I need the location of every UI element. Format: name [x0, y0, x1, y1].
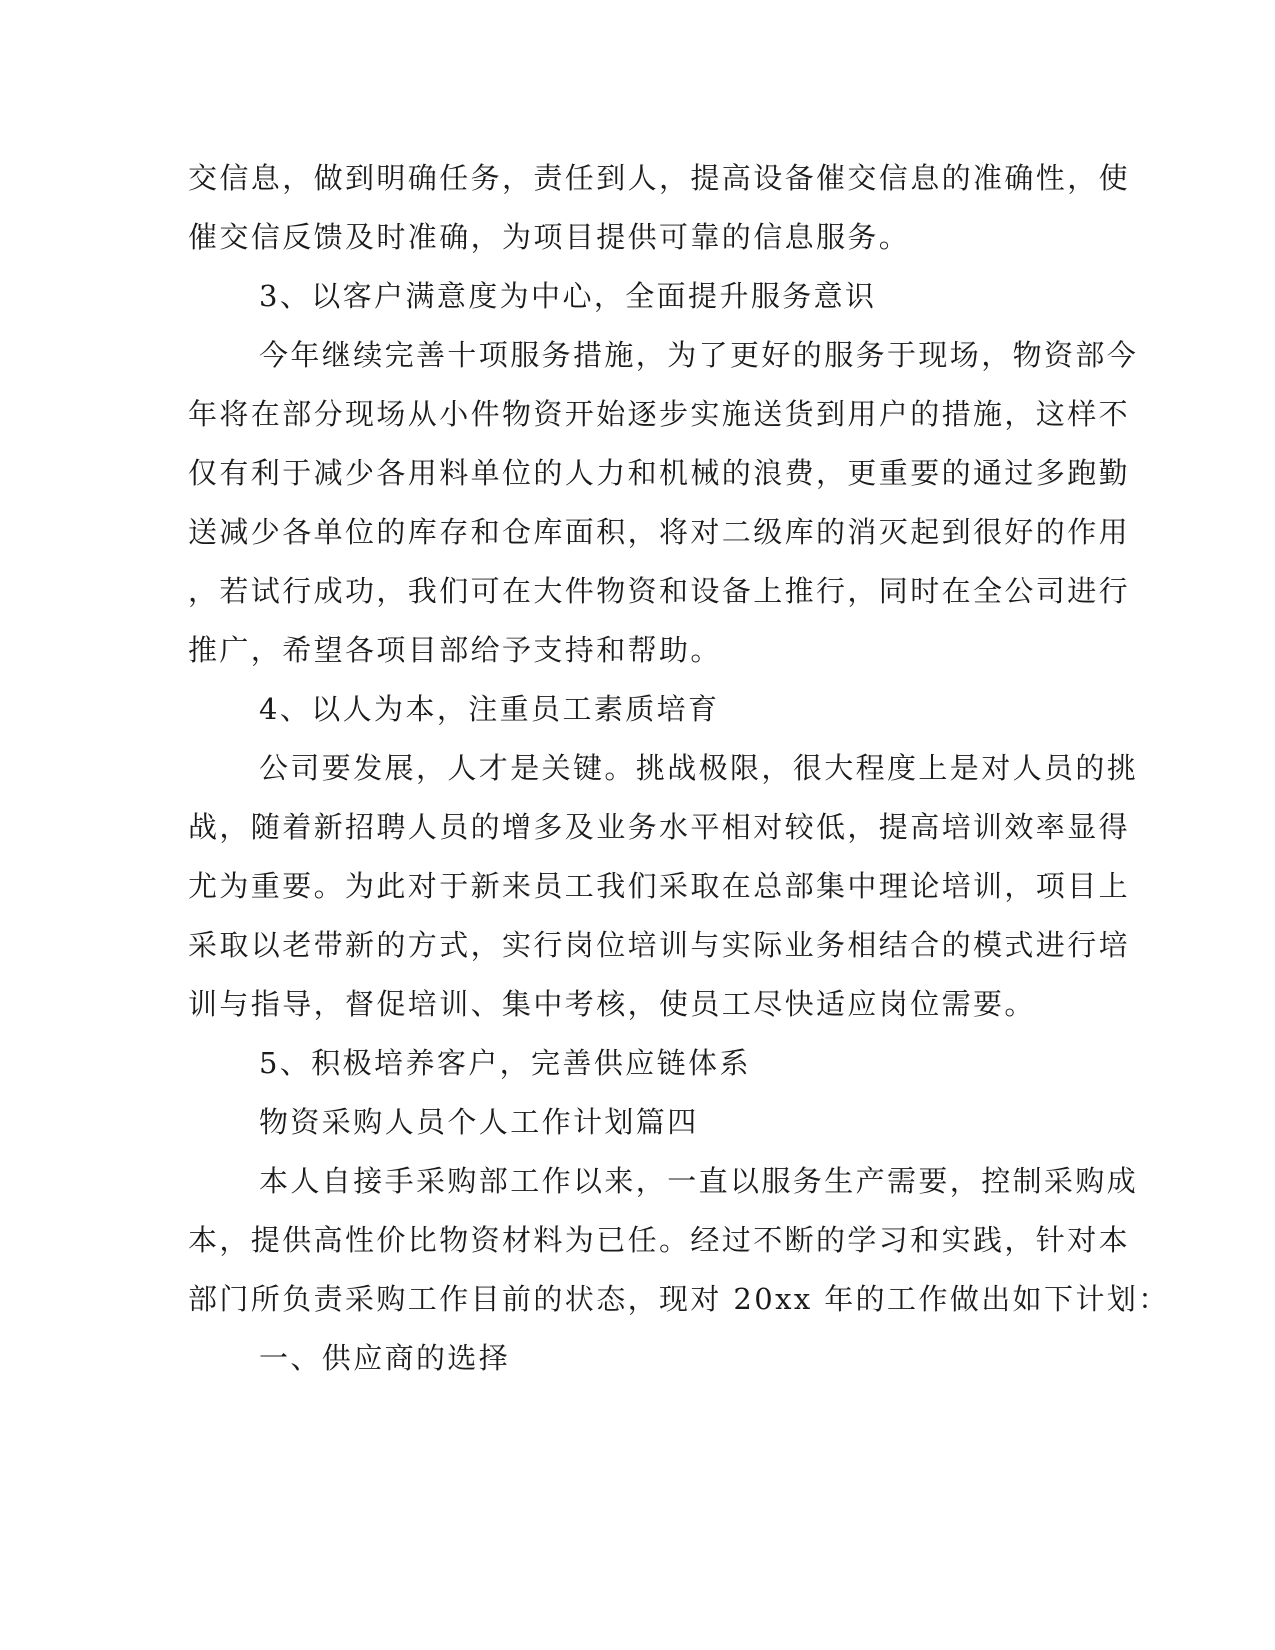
body-text-line: 本人自接手采购部工作以来，一直以服务生产需要，控制采购成 [259, 1164, 1139, 1198]
body-text-line: 今年继续完善十项服务措施，为了更好的服务于现场，物资部今 [259, 338, 1139, 372]
body-text-line: ，若试行成功，我们可在大件物资和设备上推行，同时在全公司进行 [188, 574, 1131, 608]
section-heading: 3、以客户满意度为中心，全面提升服务意识 [259, 279, 877, 313]
article-title: 物资采购人员个人工作计划篇四 [259, 1105, 699, 1139]
body-text-line: 公司要发展，人才是关键。挑战极限，很大程度上是对人员的挑 [259, 751, 1139, 785]
body-text-line: 训与指导，督促培训、集中考核，使员工尽快适应岗位需要。 [188, 987, 1036, 1021]
body-text-line: 尤为重要。为此对于新来员工我们采取在总部集中理论培训，项目上 [188, 869, 1131, 903]
body-text-line: 年将在部分现场从小件物资开始逐步实施送货到用户的措施，这样不 [188, 397, 1131, 431]
body-text-line: 采取以老带新的方式，实行岗位培训与实际业务相结合的模式进行培 [188, 928, 1131, 962]
body-text-line: 战，随着新招聘人员的增多及业务水平相对较低，提高培训效率显得 [188, 810, 1131, 844]
body-text-line: 送减少各单位的库存和仓库面积，将对二级库的消灭起到很好的作用 [188, 515, 1131, 549]
body-text-line: 仅有利于减少各用料单位的人力和机械的浪费，更重要的通过多跑勤 [188, 456, 1131, 490]
section-heading: 4、以人为本，注重员工素质培育 [259, 692, 720, 726]
section-heading: 一、供应商的选择 [259, 1341, 511, 1375]
body-text-line: 部门所负责采购工作目前的状态，现对 20xx 年的工作做出如下计划： [188, 1282, 1170, 1316]
body-text-line: 催交信反馈及时准确，为项目提供可靠的信息服务。 [188, 220, 911, 254]
body-text-line: 本，提供高性价比物资材料为已任。经过不断的学习和实践，针对本 [188, 1223, 1131, 1257]
body-text-line: 交信息，做到明确任务，责任到人，提高设备催交信息的准确性，使 [188, 161, 1131, 195]
body-text-line: 推广，希望各项目部给予支持和帮助。 [188, 633, 722, 667]
section-heading: 5、积极培养客户，完善供应链体系 [259, 1046, 751, 1080]
